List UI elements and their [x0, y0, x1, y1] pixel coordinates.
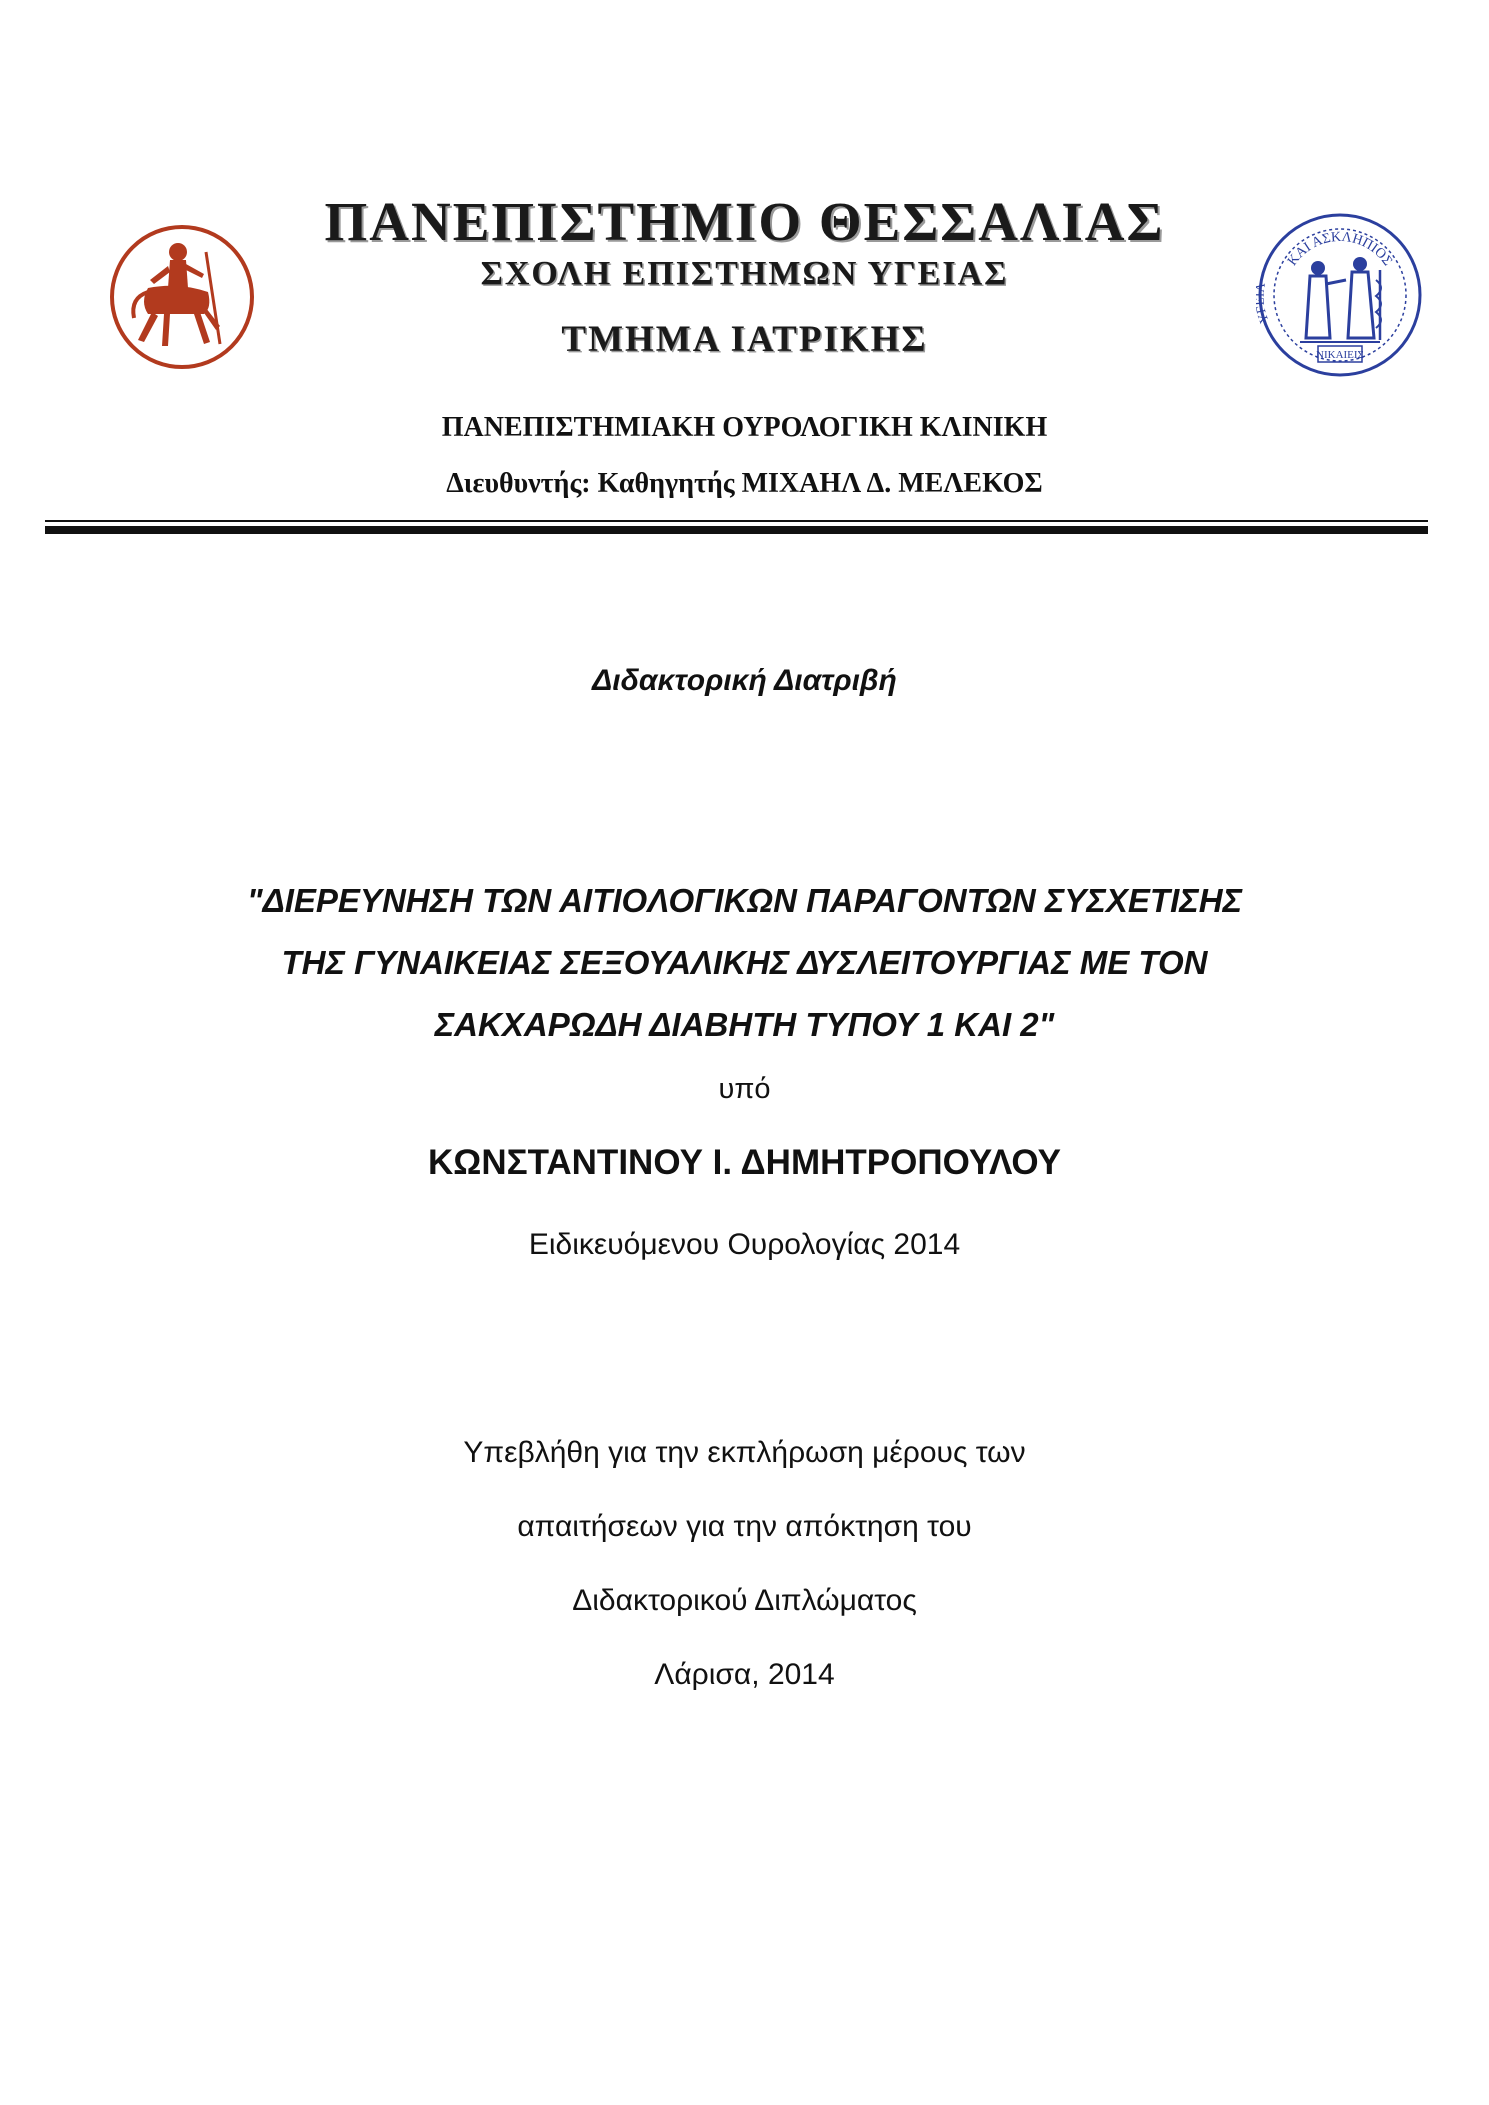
thesis-title-line: ΤΗΣ ΓΥΝΑΙΚΕΙΑΣ ΣΕΞΟΥΑΛΙΚΗΣ ΔΥΣΛΕΙΤΟΥΡΓΙΑΣ ΜΕ ΤΟΝ [281, 944, 1208, 981]
submission-line: απαιτήσεων για την απόκτηση του [517, 1510, 972, 1543]
department-name: ΤΜΗΜΑ ΙΑΤΡΙΚΗΣ [561, 319, 928, 360]
clinic-name: ΠΑΝΕΠΙΣΤΗΜΙΑΚΗ ΟΥΡΟΛΟΓΙΚΗ ΚΛΙΝΙΚΗ [441, 412, 1048, 443]
by-label: υπό [718, 1073, 771, 1105]
director-line: Διευθυντής: Καθηγητής ΜΙΧΑΗΛ Δ. ΜΕΛΕΚΟΣ [446, 468, 1043, 499]
header-divider-thick [45, 526, 1428, 534]
thesis-title-line: "ΔΙΕΡΕΥΝΗΣΗ ΤΩΝ ΑΙΤΙΟΛΟΓΙΚΩΝ ΠΑΡΑΓΟΝΤΩΝ ΣΥΣΧΕΤΙΣΗΣ [246, 882, 1243, 919]
author-role: Ειδικευόμενου Ουρολογίας 2014 [528, 1228, 961, 1261]
seal-top-text: ΚΑΙ ΑΣΚΛΗΠΙΟΣ [1285, 229, 1395, 269]
document-type: Διδακτορική Διατριβή [592, 664, 897, 697]
university-name: ΠΑΝΕΠΙΣΤΗΜΙΟ ΘΕΣΣΑΛΙΑΣ [324, 191, 1165, 252]
thesis-title [0, 870, 1489, 1056]
header-divider-thin [45, 520, 1428, 522]
place-date: Λάρισα, 2014 [654, 1658, 835, 1691]
author-name: ΚΩΝΣΤΑΝΤΙΝΟΥ Ι. ΔΗΜΗΤΡΟΠΟΥΛΟΥ [427, 1143, 1062, 1182]
submission-line: Υπεβλήθη για την εκπλήρωση μέρους των [463, 1436, 1026, 1469]
submission-line: Διδακτορικού Διπλώματος [572, 1584, 917, 1617]
school-name: ΣΧΟΛΗ ΕΠΙΣΤΗΜΩΝ ΥΓΕΙΑΣ [480, 255, 1009, 292]
thesis-title-line: ΣΑΚΧΑΡΩΔΗ ΔΙΑΒΗΤΗ ΤΥΠΟΥ 1 ΚΑΙ 2" [434, 1006, 1055, 1043]
seal-bottom-text: ΝΙΚΑΙΕΙΣ [1316, 349, 1364, 361]
